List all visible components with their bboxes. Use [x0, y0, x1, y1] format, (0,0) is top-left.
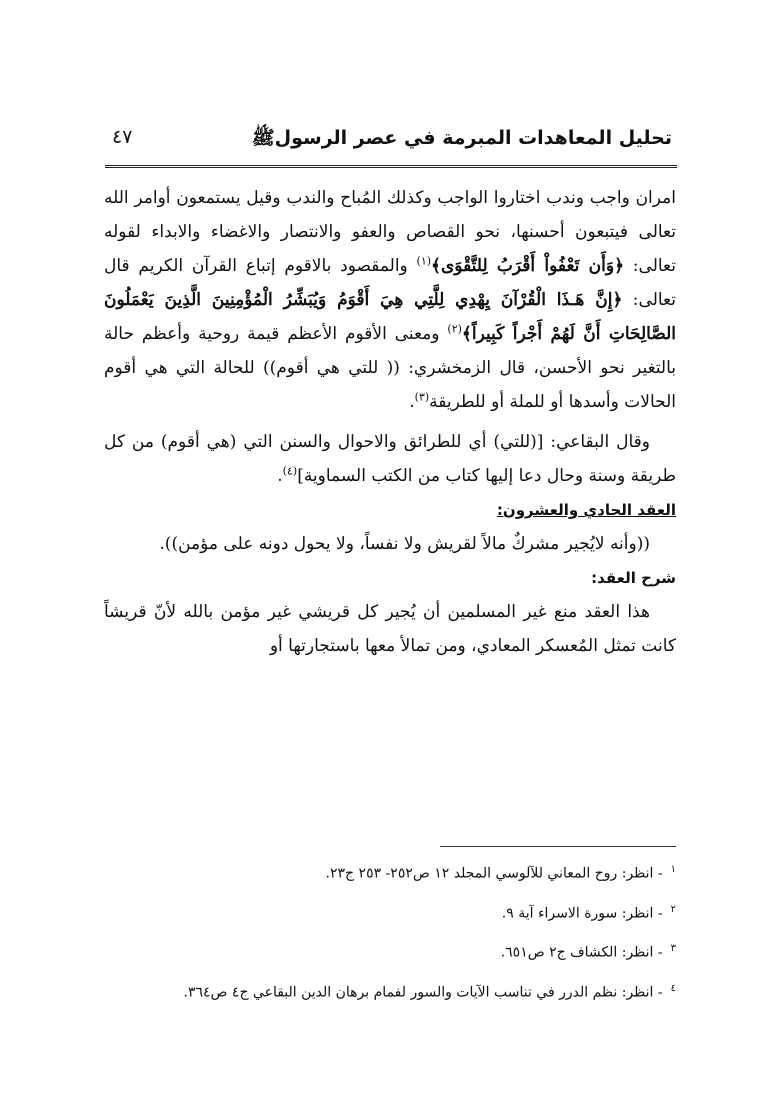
paragraph-contract-text: ((وأنه لايُجير مشركٌ مالاً لقريش ولا نفساً، ولا يحول دونه على مؤمن)). — [159, 534, 650, 554]
footnote-ref-3: (٣) — [414, 390, 430, 404]
footnotes — [104, 852, 676, 1011]
text-run: ومعنى الأقوم الأعظم قيمة روحية وأعظم حالة بالتغير نحو الأحسن، قال الزمخشري: (( للتي هي أقوم)) للحالة التي هي أقوم الحالات وأسدها أو للملة أو للطريقة — [104, 324, 676, 412]
page-number: ٤٧ — [112, 126, 133, 148]
running-title: تحليل المعاهدات المبرمة في عصر الرسولﷺ — [251, 127, 672, 149]
footnote-ref-4: (٤) — [282, 464, 298, 478]
footnote-ref-2: (٢) — [447, 322, 462, 336]
footnote-3 — [104, 931, 676, 971]
main-text — [104, 181, 676, 663]
paragraph-2 — [104, 425, 676, 493]
footnote-number: ٣ — [670, 943, 676, 955]
paragraph-1 — [104, 181, 676, 419]
footnote-text: - انظر: الكشاف ج٢ ص٦٥١. — [500, 944, 663, 961]
section-heading-explanation — [104, 561, 676, 595]
footnote-number: ١ — [670, 864, 676, 875]
page-header — [112, 126, 672, 160]
text-run: . — [277, 466, 283, 486]
footnote-separator — [440, 846, 676, 847]
footnote-text: - انظر: نظم الدرر في تناسب الآيات والسور لفمام برهان الدين البقاعي ج٤ ص٣٦٤. — [183, 984, 663, 1001]
quran-verse-1: ﴿وَأَن تَعْفُواْ أَقْرَبُ لِلتَّقْوَى﴾ — [431, 256, 625, 276]
header-double-rule — [105, 165, 677, 168]
heading-text: العقد الحادي والعشرون: — [496, 501, 676, 519]
text-run: وقال البقاعي: [(للتي) أي للطرائق والاحوال والسنن التي (هي أقوم) من كل طريقة وسنة وحال دعا إليها كتاب من الكتب السماوية] — [104, 432, 676, 486]
footnote-1 — [104, 852, 676, 892]
quran-verse-2: ﴿إِنَّ هَـذَا الْقُرْآنَ يِهْدِي لِلَّتِي هِيَ أَقْوَمُ وَيُبَشِّرُ الْمُؤْمِنِينَ الَّذِينَ يَعْمَلُونَ الصَّالِحَاتِ أَنَّ لَهُمْ أَجْراً كَبِيراً﴾ — [104, 290, 676, 344]
text-run: . — [409, 392, 415, 412]
footnote-text: - انظر: سورة الاسراء آية ٩. — [501, 905, 663, 922]
footnote-4 — [104, 971, 676, 1011]
footnote-text: - انظر: روح المعاني للآلوسي المجلد ١٢ ص٢٥٢- ٢٥٣ ج٢٣. — [325, 865, 663, 882]
text-run: امران واجب وندب اختاروا الواجب وكذلك المُباح والندب وقيل يستمعون أوامر الله تعالى فيتبعون أحسنها، نحو القصاص والعفو والانتصار والاغضاء والابداء لقوله تعالى: — [104, 188, 676, 276]
heading-text: شرح العقد: — [591, 569, 676, 587]
footnote-number: ٢ — [670, 903, 676, 915]
footnote-2 — [104, 892, 676, 932]
paragraph-explanation: هذا العقد منع غير المسلمين أن يُجير كل قريشي غير مؤمن بالله لأنّ قريشاً كانت تمثل المُعسكر المعادي، ومن تمالأ معها باستجارتها أو — [104, 602, 676, 656]
section-heading-contract-21 — [104, 493, 676, 527]
footnote-ref-1: (١) — [416, 254, 432, 268]
text-run: والمقصود بالاقوم إتباع القرآن الكريم قال تعالى: — [104, 256, 676, 310]
footnote-number: ٤ — [670, 982, 676, 994]
